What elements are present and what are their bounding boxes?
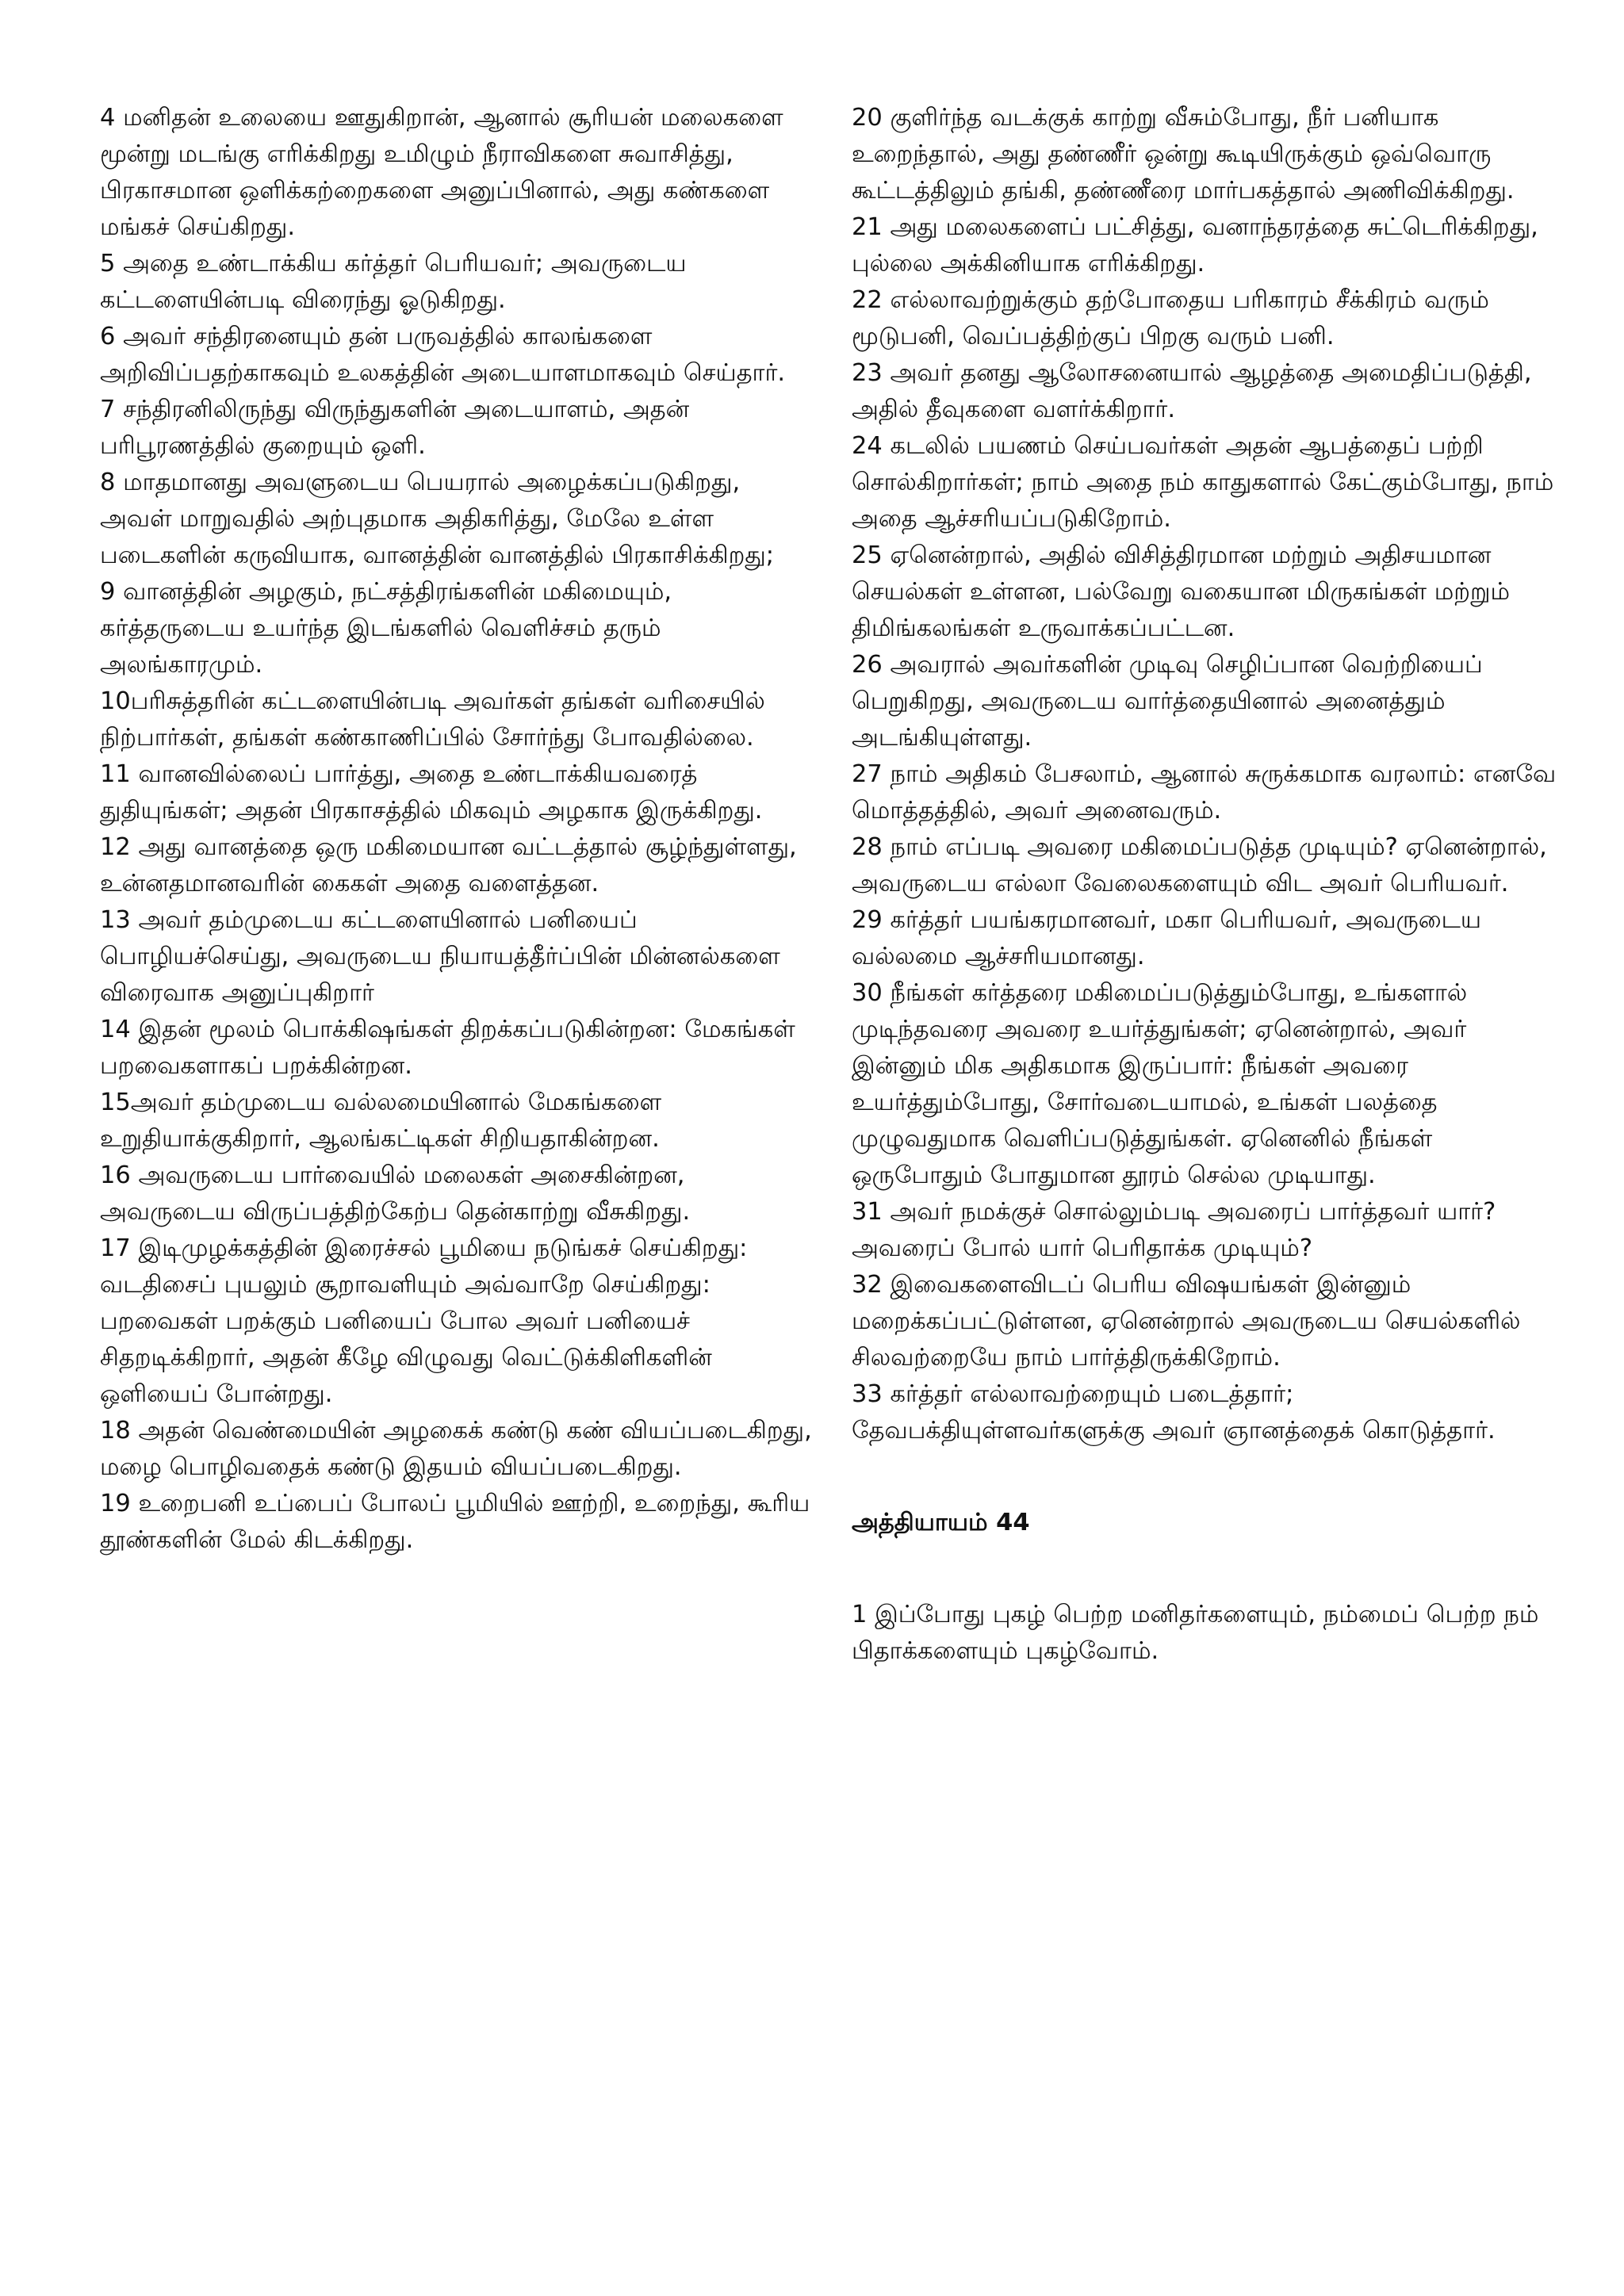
verse: 33 கர்த்தர் எல்லாவற்றையும் படைத்தார்; தேவபக்தியுள்ளவர்களுக்கு அவர் ஞானத்தைக் கொடுத்தார்.: [852, 1380, 1496, 1445]
verse: 12 அது வானத்தை ஒரு மகிமையான வட்டத்தால் சூழ்ந்துள்ளது, உன்னதமானவரின் கைகள் அதை வளைத்தன.: [100, 833, 797, 897]
verse: 13 அவர் தம்முடைய கட்டளையினால் பனியைப் பொழியச்செய்து, அவருடைய நியாயத்தீர்ப்பின் மின்னல்களை விரைவாக அனுப்புகிறார்: [100, 906, 780, 1007]
verse: 19 உறைபனி உப்பைப் போலப் பூமியில் ஊற்றி, உறைந்து, கூரிய தூண்களின் மேல் கிடக்கிறது.: [100, 1490, 810, 1554]
right-column: [852, 100, 1565, 1670]
verse: 9 வானத்தின் அழகும், நட்சத்திரங்களின் மகிமையும், கர்த்தருடைய உயர்ந்த இடங்களில் வெளிச்சம் தரும் அலங்காரமும்.: [100, 578, 672, 679]
verse: 18 அதன் வெண்மையின் அழகைக் கண்டு கண் வியப்படைகிறது, மழை பொழிவதைக் கண்டு இதயம் வியப்படைகிறது.: [100, 1417, 812, 1481]
left-column: [100, 100, 814, 1559]
verse: 29 கர்த்தர் பயங்கரமானவர், மகா பெரியவர், அவருடைய வல்லமை ஆச்சரியமானது.: [852, 906, 1482, 970]
verse: 8 மாதமானது அவளுடைய பெயரால் அழைக்கப்படுகிறது, அவள் மாறுவதில் அற்புதமாக அதிகரித்து, மேலே உள்ள படைகளின் கருவியாக, வானத்தின் வானத்தில் பிரகாசிக்கிறது;: [100, 469, 775, 569]
verse: 15அவர் தம்முடைய வல்லமையினால் மேகங்களை உறுதியாக்குகிறார், ஆலங்கட்டிகள் சிறியதாகின்றன.: [100, 1089, 662, 1153]
verse: 24 கடலில் பயணம் செய்பவர்கள் அதன் ஆபத்தைப் பற்றி சொல்கிறார்கள்; நாம் அதை நம் காதுகளால் கேட்கும்போது, நாம் அதை ஆச்சரியப்படுகிறோம்.: [852, 432, 1554, 533]
verse: 27 நாம் அதிகம் பேசலாம், ஆனால் சுருக்கமாக வரலாம்: எனவே மொத்தத்தில், அவர் அனைவரும்.: [852, 760, 1557, 825]
verse: 7 சந்திரனிலிருந்து விருந்துகளின் அடையாளம், அதன் பரிபூரணத்தில் குறையும் ஒளி.: [100, 396, 690, 460]
chapter-heading: அத்தியாயம் 44: [852, 1509, 1030, 1536]
verse: 10பரிசுத்தரின் கட்டளையின்படி அவர்கள் தங்கள் வரிசையில் நிற்பார்கள், தங்கள் கண்காணிப்பில் சோர்ந்து போவதில்லை.: [100, 687, 765, 752]
verse: 21 அது மலைகளைப் பட்சித்து, வனாந்தரத்தை சுட்டெரிக்கிறது, புல்லை அக்கினியாக எரிக்கிறது.: [852, 213, 1538, 277]
verse: 23 அவர் தனது ஆலோசனையால் ஆழத்தை அமைதிப்படுத்தி, அதில் தீவுகளை வளர்க்கிறார்.: [852, 359, 1532, 423]
verse: 25 ஏனென்றால், அதில் விசித்திரமான மற்றும் அதிசயமான செயல்கள் உள்ளன, பல்வேறு வகையான மிருகங்கள் மற்றும் திமிங்கலங்கள் உருவாக்கப்பட்டன.: [852, 541, 1511, 642]
verse: 14 இதன் மூலம் பொக்கிஷங்கள் திறக்கப்படுகின்றன: மேகங்கள் பறவைகளாகப் பறக்கின்றன.: [100, 1016, 795, 1080]
verse: 28 நாம் எப்படி அவரை மகிமைப்படுத்த முடியும்? ஏனென்றால், அவருடைய எல்லா வேலைகளையும் விட அவர் பெரியவர்.: [852, 833, 1547, 897]
verse: 22 எல்லாவற்றுக்கும் தற்போதைய பரிகாரம் சீக்கிரம் வரும் மூடுபனி, வெப்பத்திற்குப் பிறகு வரும் பனி.: [852, 286, 1489, 350]
verse: 32 இவைகளைவிடப் பெரிய விஷயங்கள் இன்னும் மறைக்கப்பட்டுள்ளன, ஏனென்றால் அவருடைய செயல்களில் சிலவற்றையே நாம் பார்த்திருக்கிறோம்.: [852, 1271, 1521, 1372]
verse: 6 அவர் சந்திரனையும் தன் பருவத்தில் காலங்களை அறிவிப்பதற்காகவும் உலகத்தின் அடையாளமாகவும் செய்தார்.: [100, 323, 786, 387]
verse: 17 இடிமுழக்கத்தின் இரைச்சல் பூமியை நடுங்கச் செய்கிறது: வடதிசைப் புயலும் சூறாவளியும் அவ்வாறே செய்கிறது: பறவைகள் பறக்கும் பனியைப் போல அவர் பனியைச் சிதறடிக்கிறார், அதன் கீழே விழுவது வெட்டுக்கிளிகளின் ஒளியைப் போன்றது.: [100, 1234, 748, 1408]
verse: 30 நீங்கள் கர்த்தரை மகிமைப்படுத்தும்போது, உங்களால் முடிந்தவரை அவரை உயர்த்துங்கள்; ஏனென்றால், அவர் இன்னும் மிக அதிகமாக இருப்பார்: நீங்கள் அவரை உயர்த்தும்போது, சோர்வடையாமல், உங்கள் பலத்தை முழுவதுமாக வெளிப்படுத்துங்கள். ஏனெனில் நீங்கள் ஒருபோதும் போதுமான தூரம் செல்ல முடியாது.: [852, 979, 1468, 1189]
verse: 20 குளிர்ந்த வடக்குக் காற்று வீசும்போது, நீர் பனியாக உறைந்தால், அது தண்ணீர் ஒன்று கூடியிருக்கும் ஒவ்வொரு கூட்டத்திலும் தங்கி, தண்ணீரை மார்பகத்தால் அணிவிக்கிறது.: [852, 104, 1515, 205]
verse: 4 மனிதன் உலையை ஊதுகிறான், ஆனால் சூரியன் மலைகளை மூன்று மடங்கு எரிக்கிறது உமிழும் நீராவிகளை சுவாசித்து, பிரகாசமான ஒளிக்கற்றைகளை அனுப்பினால், அது கண்களை மங்கச் செய்கிறது.: [100, 104, 783, 241]
verse: 5 அதை உண்டாக்கிய கர்த்தர் பெரியவர்; அவருடைய கட்டளையின்படி விரைந்து ஓடுகிறது.: [100, 250, 687, 314]
verse: 11 வானவில்லைப் பார்த்து, அதை உண்டாக்கியவரைத் துதியுங்கள்; அதன் பிரகாசத்தில் மிகவும் அழகாக இருக்கிறது.: [100, 760, 763, 825]
verse: 1 இப்போது புகழ் பெற்ற மனிதர்களையும், நம்மைப் பெற்ற நம் பிதாக்களையும் புகழ்வோம்.: [852, 1601, 1539, 1665]
verse: 16 அவருடைய பார்வையில் மலைகள் அசைகின்றன, அவருடைய விருப்பத்திற்கேற்ப தென்காற்று வீசுகிறது.: [100, 1161, 691, 1226]
verse: 26 அவரால் அவர்களின் முடிவு செழிப்பான வெற்றியைப் பெறுகிறது, அவருடைய வார்த்தையினால் அனைத்தும் அடங்கியுள்ளது.: [852, 651, 1483, 752]
verse: 31 அவர் நமக்குச் சொல்லும்படி அவரைப் பார்த்தவர் யார்? அவரைப் போல் யார் பெரிதாக்க முடியும்?: [852, 1198, 1496, 1262]
